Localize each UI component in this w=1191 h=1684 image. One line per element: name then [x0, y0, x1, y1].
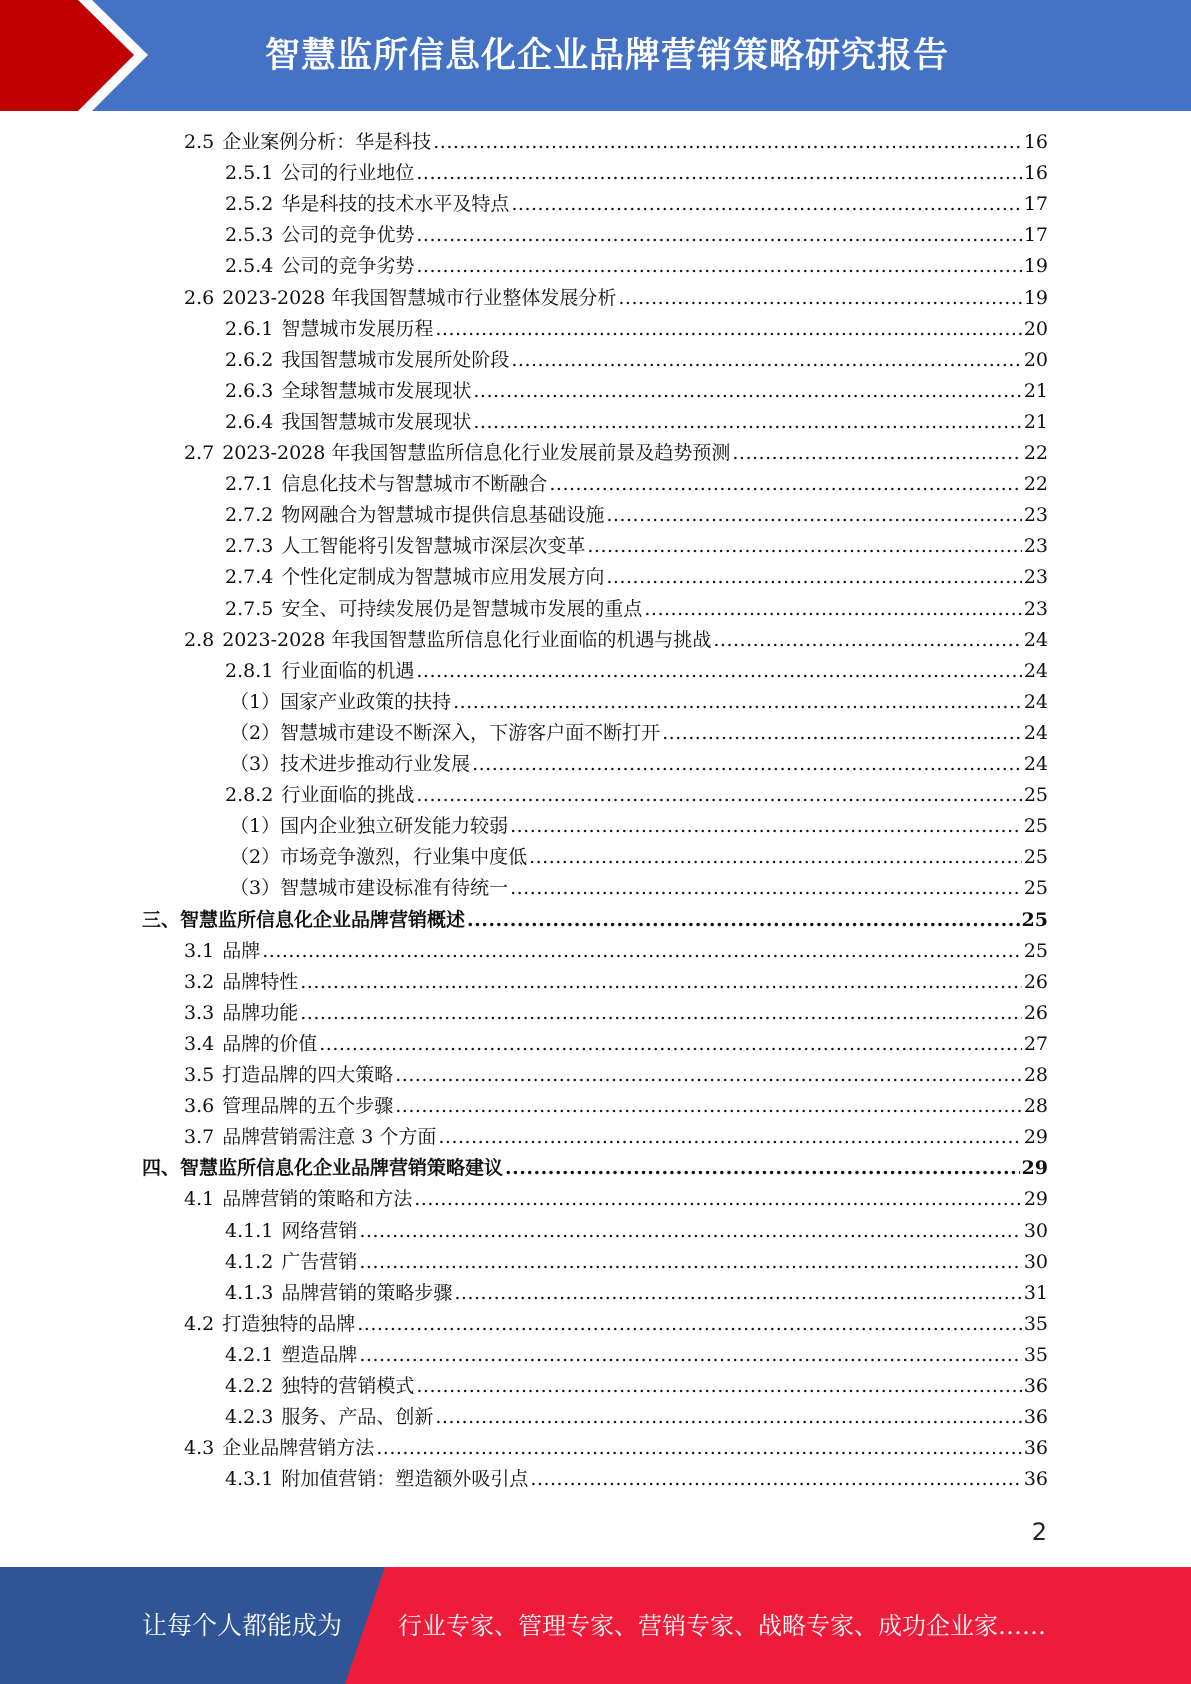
toc-entry-page: 28 — [1023, 1095, 1048, 1118]
toc-entry[interactable] — [184, 1060, 1048, 1091]
toc-entry-page: 27 — [1023, 1032, 1048, 1055]
toc-entry[interactable] — [184, 127, 1048, 158]
toc-entry-page: 24 — [1023, 753, 1048, 775]
toc-entry-page: 21 — [1023, 410, 1048, 433]
toc-leader-dots — [473, 407, 1021, 438]
toc-entry[interactable] — [184, 1309, 1048, 1340]
toc-entry-title: 企业品牌营销方法 — [222, 1437, 375, 1460]
toc-leader-dots — [300, 967, 1022, 998]
toc-entry-page: 22 — [1023, 473, 1048, 496]
toc-entry-number: 4.2.3 — [225, 1406, 274, 1429]
toc-entry[interactable] — [225, 314, 1048, 345]
toc-leader-dots — [416, 220, 1021, 251]
toc-entry-title: 2023-2028 年我国智慧城市行业整体发展分析 — [222, 286, 617, 309]
toc-entry-title: 物网融合为智慧城市提供信息基础设施 — [281, 504, 605, 527]
toc-entry-number: 3.5 — [184, 1064, 215, 1086]
toc-entry-number: 2.6 — [184, 286, 215, 309]
toc-leader-dots — [395, 1060, 1022, 1091]
toc-entry-title: 品牌营销需注意 3 个方面 — [222, 1126, 437, 1149]
toc-entry-page: 19 — [1023, 286, 1048, 309]
toc-leader-dots — [606, 500, 1021, 531]
toc-leader-dots — [300, 998, 1022, 1029]
toc-entry[interactable] — [184, 1184, 1048, 1215]
toc-entry-page: 17 — [1023, 193, 1048, 216]
toc-leader-dots — [732, 438, 1021, 469]
toc-entry[interactable] — [184, 625, 1048, 656]
toc-entry-page: 24 — [1023, 659, 1048, 682]
toc-entry[interactable] — [225, 1371, 1048, 1402]
toc-entry-title: （1）国家产业政策的扶持 — [230, 690, 452, 713]
toc-entry-number: 2.5.3 — [225, 224, 274, 247]
toc-entry[interactable] — [184, 283, 1048, 314]
toc-entry[interactable] — [184, 1122, 1048, 1153]
toc-entry-page: 25 — [1023, 877, 1048, 900]
toc-entry-title: 品牌营销的策略和方法 — [222, 1188, 413, 1211]
toc-leader-dots — [606, 562, 1021, 593]
toc-entry[interactable] — [184, 438, 1048, 469]
toc-entry-title: 我国智慧城市发展现状 — [281, 410, 472, 433]
toc-leader-dots — [549, 469, 1021, 500]
toc-entry-number: 3.4 — [184, 1032, 215, 1055]
toc-entry[interactable] — [230, 842, 1048, 873]
toc-entry[interactable] — [225, 500, 1048, 531]
toc-entry[interactable] — [184, 967, 1048, 998]
toc-entry-number: 3.3 — [184, 1001, 215, 1024]
toc-leader-dots — [618, 283, 1021, 314]
toc-entry-number: 2.7.5 — [225, 597, 274, 620]
toc-leader-dots — [438, 1122, 1021, 1153]
toc-entry-title: 公司的竞争劣势 — [281, 255, 415, 278]
toc-entry-number: 2.5 — [184, 131, 215, 153]
toc-entry-title: 四、智慧监所信息化企业品牌营销策略建议 — [142, 1157, 504, 1180]
toc-entry-page: 35 — [1023, 1312, 1048, 1335]
toc-entry-page: 25 — [1023, 939, 1048, 962]
toc-leader-dots — [473, 376, 1021, 407]
toc-entry-page: 36 — [1023, 1406, 1048, 1429]
toc-entry-page: 25 — [1021, 908, 1048, 931]
toc-leader-dots — [713, 625, 1021, 656]
toc-entry-page: 23 — [1023, 535, 1048, 558]
toc-entry-title: 附加值营销：塑造额外吸引点 — [281, 1468, 529, 1491]
toc-entry-number: 4.2.1 — [225, 1343, 274, 1366]
toc-leader-dots — [359, 1340, 1021, 1371]
toc-entry-page: 36 — [1023, 1437, 1048, 1460]
toc-entry-number: 2.6.1 — [225, 317, 274, 340]
toc-entry[interactable] — [225, 1216, 1048, 1247]
toc-entry-page: 26 — [1023, 970, 1048, 993]
toc-entry-page: 23 — [1023, 597, 1048, 620]
toc-entry[interactable] — [225, 1402, 1048, 1433]
toc-leader-dots — [662, 718, 1022, 749]
toc-entry[interactable] — [225, 531, 1048, 562]
toc-entry-title: 品牌 — [222, 939, 261, 962]
toc-entry-number: 4.2 — [184, 1312, 215, 1335]
page-header — [0, 0, 1191, 111]
toc-entry-page: 29 — [1023, 1188, 1048, 1211]
toc-leader-dots — [587, 531, 1021, 562]
toc-entry[interactable] — [225, 220, 1048, 251]
toc-entry-number: 4.1.3 — [225, 1281, 274, 1304]
toc-leader-dots — [530, 1464, 1021, 1495]
toc-leader-dots — [510, 811, 1022, 842]
toc-entry-number: 2.7.3 — [225, 535, 274, 558]
toc-entry[interactable] — [184, 936, 1048, 967]
toc-entry[interactable] — [184, 998, 1048, 1029]
toc-entry-title: 品牌特性 — [222, 970, 299, 993]
toc-leader-dots — [414, 1184, 1022, 1215]
toc-entry-page: 30 — [1023, 1250, 1048, 1273]
toc-leader-dots — [357, 1309, 1022, 1340]
toc-entry-title: 独特的营销模式 — [281, 1375, 415, 1397]
toc-entry-number: 3.6 — [184, 1095, 215, 1118]
toc-entry[interactable] — [225, 1278, 1048, 1309]
toc-entry-title: （3）技术进步推动行业发展 — [230, 753, 471, 775]
toc-leader-dots — [359, 1247, 1021, 1278]
toc-entry-page: 25 — [1023, 784, 1048, 807]
toc-entry-number: 3.1 — [184, 939, 215, 962]
toc-leader-dots — [505, 1153, 1020, 1184]
toc-entry-title: （1）国内企业独立研发能力较弱 — [230, 815, 509, 838]
toc-entry-number: 4.1.2 — [225, 1250, 274, 1273]
toc-entry-page: 16 — [1023, 131, 1048, 153]
toc-entry-page: 25 — [1023, 815, 1048, 838]
toc-entry[interactable] — [225, 594, 1048, 625]
toc-entry-title: 企业案例分析：华是科技 — [222, 131, 432, 153]
toc-entry-number: 2.6.4 — [225, 410, 274, 433]
toc-entry[interactable] — [225, 656, 1048, 687]
toc-entry[interactable] — [225, 1247, 1048, 1278]
toc-entry-title: （2）智慧城市建设不断深入，下游客户面不断打开 — [230, 721, 661, 744]
toc-entry-number: 2.5.1 — [225, 162, 274, 185]
toc-entry-title: 公司的竞争优势 — [281, 224, 415, 247]
toc-entry-page: 23 — [1023, 566, 1048, 589]
footer-slogan-left: 让每个人都能成为 — [142, 1611, 343, 1640]
toc-entry-title: 个性化定制成为智慧城市应用发展方向 — [281, 566, 605, 589]
toc-leader-dots — [416, 251, 1021, 282]
toc-entry-title: 安全、可持续发展仍是智慧城市发展的重点 — [281, 597, 643, 620]
toc-entry[interactable] — [142, 1153, 1048, 1184]
toc-entry[interactable] — [225, 158, 1048, 189]
toc-entry[interactable] — [230, 749, 1048, 780]
toc-entry[interactable] — [225, 251, 1048, 282]
toc-entry-page: 36 — [1023, 1375, 1048, 1397]
toc-entry-page: 16 — [1023, 162, 1048, 185]
toc-entry-page: 29 — [1023, 1126, 1048, 1149]
toc-leader-dots — [435, 1402, 1021, 1433]
toc-leader-dots — [435, 314, 1021, 345]
toc-entry-page: 22 — [1023, 442, 1048, 464]
toc-leader-dots — [529, 842, 1022, 873]
toc-entry-title: 品牌的价值 — [222, 1032, 318, 1055]
toc-entry-page: 26 — [1023, 1001, 1048, 1024]
toc-entry-number: 2.8 — [184, 628, 215, 651]
toc-entry-title: 信息化技术与智慧城市不断融合 — [281, 473, 548, 496]
toc-entry-page: 20 — [1023, 317, 1048, 340]
toc-entry[interactable] — [225, 189, 1048, 220]
toc-entry-title: 人工智能将引发智慧城市深层次变革 — [281, 535, 586, 558]
toc-leader-dots — [395, 1091, 1022, 1122]
toc-entry[interactable] — [225, 407, 1048, 438]
toc-entry-title: 管理品牌的五个步骤 — [222, 1095, 394, 1118]
toc-entry[interactable] — [225, 780, 1048, 811]
toc-entry-page: 20 — [1023, 348, 1048, 371]
toc-leader-dots — [472, 749, 1022, 780]
toc-entry-title: 2023-2028 年我国智慧监所信息化行业发展前景及趋势预测 — [222, 442, 731, 464]
toc-entry-number: 4.3.1 — [225, 1468, 274, 1491]
toc-entry-page: 24 — [1023, 721, 1048, 744]
toc-entry-title: 服务、产品、创新 — [281, 1406, 434, 1429]
toc-entry-page: 36 — [1023, 1468, 1048, 1491]
toc-entry-title: 2023-2028 年我国智慧监所信息化行业面临的机遇与挑战 — [222, 628, 712, 651]
toc-leader-dots — [644, 594, 1021, 625]
toc-leader-dots — [416, 656, 1021, 687]
toc-entry-title: 智慧城市发展历程 — [281, 317, 434, 340]
toc-entry[interactable] — [230, 873, 1048, 904]
toc-leader-dots — [454, 1278, 1021, 1309]
toc-entry[interactable] — [230, 811, 1048, 842]
toc-entry-page: 24 — [1023, 690, 1048, 713]
toc-entry[interactable] — [225, 1464, 1048, 1495]
toc-entry-number: 2.5.4 — [225, 255, 274, 278]
toc-leader-dots — [416, 158, 1021, 189]
toc-entry[interactable] — [230, 687, 1048, 718]
toc-entry[interactable] — [225, 1340, 1048, 1371]
toc-entry-title: 三、智慧监所信息化企业品牌营销概述 — [142, 908, 466, 931]
toc-entry-page: 23 — [1023, 504, 1048, 527]
toc-entry[interactable] — [225, 345, 1048, 376]
toc-leader-dots — [416, 780, 1021, 811]
toc-entry-title: 塑造品牌 — [281, 1343, 358, 1366]
toc-entry-number: 2.7 — [184, 442, 215, 464]
toc-entry-page: 19 — [1023, 255, 1048, 278]
toc-entry[interactable] — [184, 1029, 1048, 1060]
toc-entry-page: 17 — [1023, 224, 1048, 247]
toc-entry-page: 35 — [1023, 1343, 1048, 1366]
toc-entry-title: （2）市场竞争激烈，行业集中度低 — [230, 846, 528, 869]
toc-entry-title: 行业面临的挑战 — [281, 784, 415, 807]
toc-entry-page: 31 — [1023, 1281, 1048, 1304]
toc-entry-page: 29 — [1021, 1157, 1048, 1180]
toc-entry-title: 行业面临的机遇 — [281, 659, 415, 682]
toc-entry-page: 28 — [1023, 1064, 1048, 1086]
footer-slogan-right: 行业专家、管理专家、营销专家、战略专家、成功企业家…… — [398, 1612, 1046, 1640]
toc-leader-dots — [433, 127, 1022, 158]
page-footer — [0, 1567, 1191, 1684]
toc-entry-number: 2.5.2 — [225, 193, 274, 216]
toc-entry-title: 品牌功能 — [222, 1001, 299, 1024]
page-number: 2 — [1031, 1518, 1047, 1546]
toc-entry-title: 打造独特的品牌 — [222, 1312, 356, 1335]
toc-entry[interactable] — [230, 718, 1048, 749]
toc-leader-dots — [453, 687, 1022, 718]
toc-entry-page: 24 — [1023, 628, 1048, 651]
toc-leader-dots — [511, 189, 1021, 220]
toc-entry-title: （3）智慧城市建设标准有待统一 — [230, 877, 509, 900]
toc-leader-dots — [467, 905, 1020, 936]
toc-entry-number: 2.7.2 — [225, 504, 274, 527]
toc-entry-page: 25 — [1023, 846, 1048, 869]
toc-entry-number: 2.7.4 — [225, 566, 274, 589]
toc-entry[interactable] — [142, 905, 1048, 936]
toc-entry-number: 4.2.2 — [225, 1375, 274, 1397]
toc-entry-title: 公司的行业地位 — [281, 162, 415, 185]
toc-leader-dots — [511, 345, 1021, 376]
toc-entry-title: 我国智慧城市发展所处阶段 — [281, 348, 510, 371]
toc-entry[interactable] — [184, 1433, 1048, 1464]
toc-entry-page: 21 — [1023, 379, 1048, 402]
toc-entry-page: 30 — [1023, 1219, 1048, 1242]
toc-leader-dots — [359, 1216, 1021, 1247]
toc-leader-dots — [319, 1029, 1022, 1060]
toc-entry-title: 华是科技的技术水平及特点 — [281, 193, 510, 216]
report-title: 智慧监所信息化企业品牌营销策略研究报告 — [265, 36, 950, 76]
toc-entry-number: 4.3 — [184, 1437, 215, 1460]
toc-entry-number: 2.6.2 — [225, 348, 274, 371]
toc-entry-number: 4.1.1 — [225, 1219, 274, 1242]
toc-entry-number: 4.1 — [184, 1188, 215, 1211]
toc-entry-number: 2.6.3 — [225, 379, 274, 402]
toc-entry-number: 2.8.2 — [225, 784, 274, 807]
toc-leader-dots — [262, 936, 1022, 967]
toc-entry[interactable] — [225, 562, 1048, 593]
toc-entry-number: 3.7 — [184, 1126, 215, 1149]
toc-leader-dots — [376, 1433, 1022, 1464]
toc-entry-title: 打造品牌的四大策略 — [222, 1064, 394, 1086]
toc-entry-title: 全球智慧城市发展现状 — [281, 379, 472, 402]
toc-entry[interactable] — [184, 1091, 1048, 1122]
toc-entry[interactable] — [225, 469, 1048, 500]
toc-entry[interactable] — [225, 376, 1048, 407]
toc-entry-number: 3.2 — [184, 970, 215, 993]
toc-leader-dots — [416, 1371, 1021, 1402]
toc-entry-title: 广告营销 — [281, 1250, 358, 1273]
toc-entry-number: 2.7.1 — [225, 473, 274, 496]
toc-leader-dots — [510, 873, 1022, 904]
toc-entry-number: 2.8.1 — [225, 659, 274, 682]
toc-entry-title: 网络营销 — [281, 1219, 358, 1242]
toc-entry-title: 品牌营销的策略步骤 — [281, 1281, 453, 1304]
